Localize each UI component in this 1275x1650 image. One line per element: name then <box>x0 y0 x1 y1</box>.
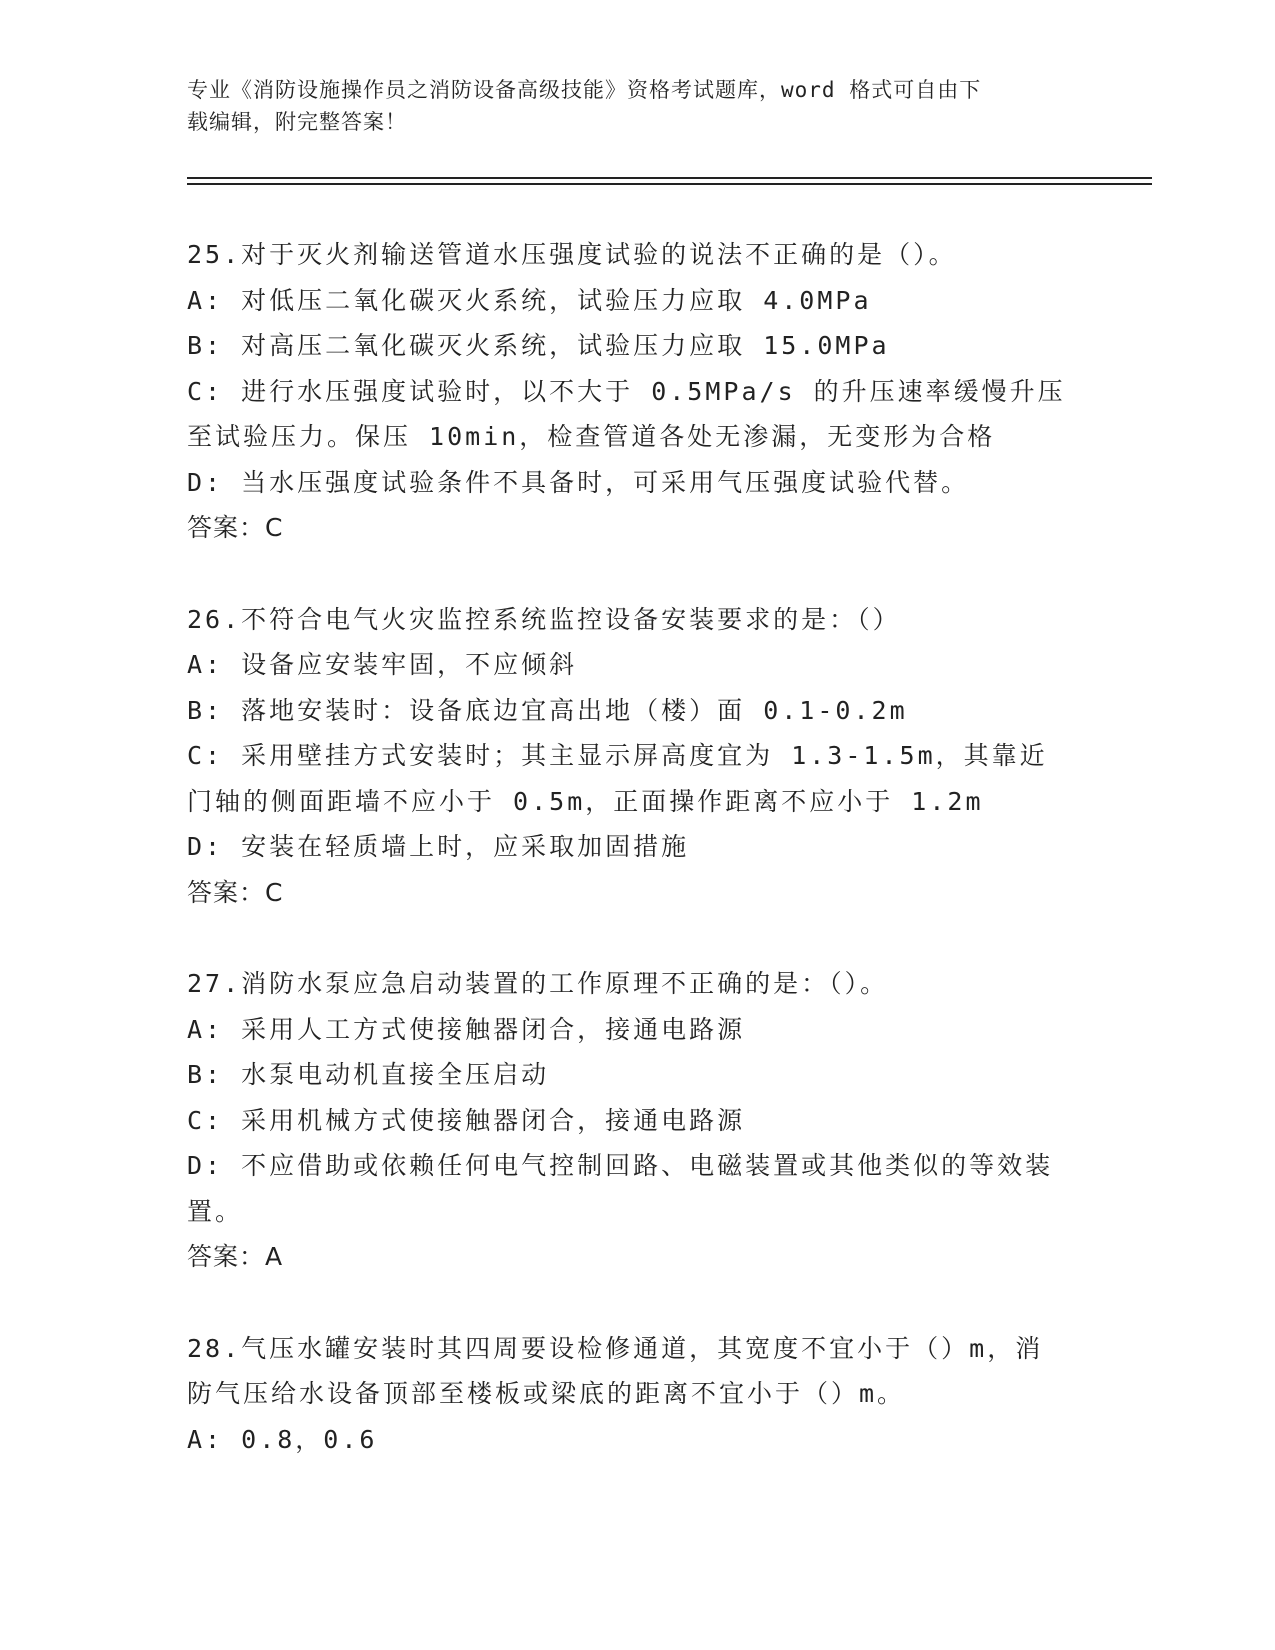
question-option: D: 不应借助或依赖任何电气控制回路、电磁装置或其他类似的等效装置。 <box>187 1151 1054 1226</box>
header-line: 载编辑，附完整答案！ <box>187 110 407 134</box>
question-option: A: 0.8，0.6 <box>187 1424 378 1454</box>
question-block <box>187 1326 1067 1463</box>
question-option: C: 采用机械方式使接触器闭合，接通电路源 <box>187 1105 746 1135</box>
question-answer: 答案：A <box>187 1242 284 1271</box>
document-header <box>187 74 1067 138</box>
question-option: A: 对低压二氧化碳灭火系统，试验压力应取 4.0MPa <box>187 285 872 315</box>
question-option: D: 安装在轻质墙上时，应采取加固措施 <box>187 832 690 861</box>
question-option: C: 进行水压强度试验时，以不大于 0.5MPa/s 的升压速率缓慢升压至试验压力。保压 10min，检查管道各处无渗漏，无变形为合格 <box>187 376 1066 451</box>
question-block <box>187 232 1067 551</box>
question-stem: 25.对于灭火剂输送管道水压强度试验的说法不正确的是（）。 <box>187 240 957 269</box>
question-option: C: 采用壁挂方式安装时；其主显示屏高度宜为 1.3-1.5m，其靠近门轴的侧面距墙不应小于 0.5m，正面操作距离不应小于 1.2m <box>187 741 1048 816</box>
question-option: A: 设备应安装牢固，不应倾斜 <box>187 650 578 679</box>
question-stem: 28.气压水罐安装时其四周要设检修通道，其宽度不宜小于（）m，消防气压给水设备顶部至楼板或梁底的距离不宜小于（）m。 <box>187 1333 1044 1408</box>
header-divider <box>187 183 1152 185</box>
question-answer: 答案：C <box>187 513 284 542</box>
question-option: D: 当水压强度试验条件不具备时，可采用气压强度试验代替。 <box>187 467 970 497</box>
question-option: B: 水泵电动机直接全压启动 <box>187 1060 550 1089</box>
question-list <box>187 232 1067 1508</box>
question-stem: 27.消防水泵应急启动装置的工作原理不正确的是：（）。 <box>187 969 889 998</box>
header-line: 专业《消防设施操作员之消防设备高级技能》资格考试题库，word 格式可自由下 <box>187 78 982 102</box>
question-stem: 26.不符合电气火灾监控系统监控设备安装要求的是：（） <box>187 604 901 634</box>
question-option: B: 对高压二氧化碳灭火系统，试验压力应取 15.0MPa <box>187 331 890 360</box>
question-block <box>187 597 1067 916</box>
question-option: A: 采用人工方式使接触器闭合，接通电路源 <box>187 1014 746 1044</box>
question-block <box>187 961 1067 1280</box>
header-divider <box>187 177 1152 179</box>
question-answer: 答案：C <box>187 877 284 907</box>
question-option: B: 落地安装时：设备底边宜高出地（楼）面 0.1-0.2m <box>187 695 908 725</box>
